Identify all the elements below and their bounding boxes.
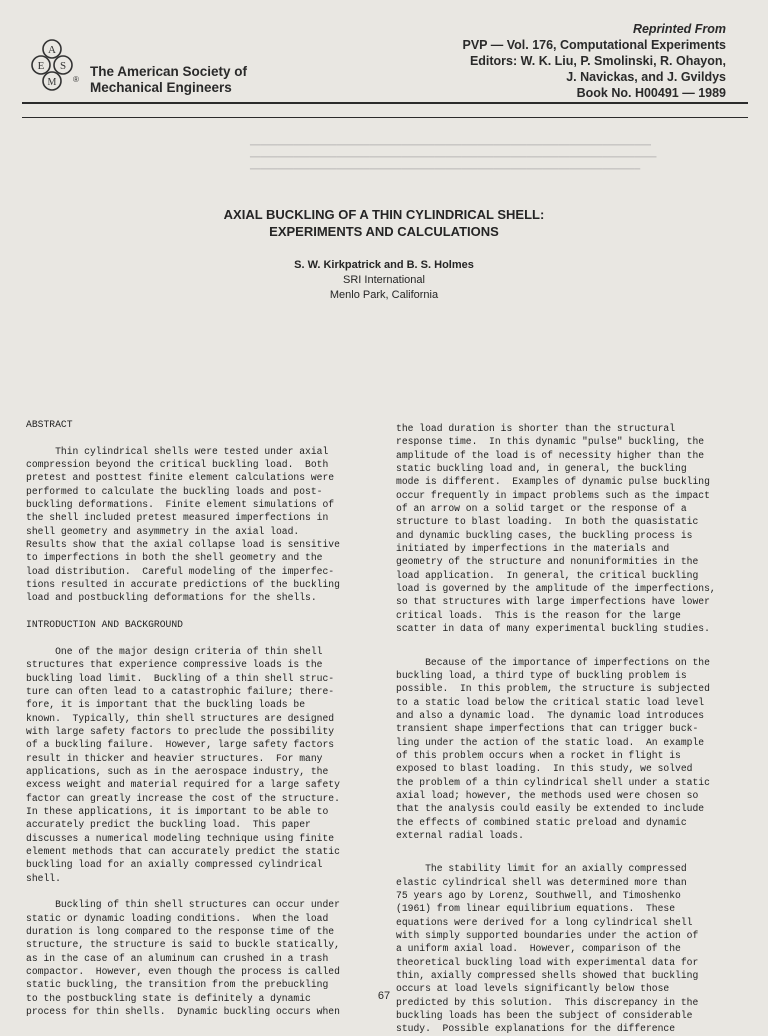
text-line: load is governed by the amplitude of the imperfections, <box>396 583 716 595</box>
logo-letter-m: M <box>47 77 57 88</box>
text-line: structure, the structure is said to buckle statically, <box>26 939 340 951</box>
text-line: Thin cylindrical shells were tested under axial <box>26 445 329 457</box>
page-number: 67 <box>377 990 391 1002</box>
text-line: structure to blast loading. In both the quasistatic <box>396 516 699 528</box>
header-rule-top <box>22 102 748 104</box>
text-line: pretest and posttest finite element calculations were <box>26 472 335 484</box>
text-line: buckling load limit. Buckling of a thin shell struc- <box>26 672 335 684</box>
spacer <box>26 605 368 618</box>
author-affiliation: SRI International <box>343 274 425 286</box>
text-line: the problem of a thin cylindrical shell under a static <box>396 776 710 788</box>
text-line: to a static load below the critical static load level <box>396 696 705 708</box>
society-line: Mechanical Engineers <box>90 80 232 95</box>
text-line: compactor. However, even though the process is called <box>26 966 340 978</box>
header-rule-bottom <box>22 117 748 118</box>
left-column <box>26 418 368 1018</box>
text-line: that the analysis could easily be extended to include <box>396 803 705 815</box>
publication-line: J. Navickas, and J. Gvildys <box>566 70 726 84</box>
text-line: to imperfections in both the shell geometry and the <box>26 552 323 564</box>
text-line: element methods that can accurately predict the static <box>26 846 340 857</box>
text-line: occur frequently in impact problems such as the impact <box>396 489 710 501</box>
text-line: performed to calculate the buckling loads and post- <box>26 485 323 497</box>
title-line: EXPERIMENTS AND CALCULATIONS <box>269 224 499 239</box>
logo-letter-s: S <box>59 60 67 72</box>
text-line: load distribution. Careful modeling of the imperfec- <box>26 565 335 577</box>
abstract-body <box>26 445 368 605</box>
text-line: load and postbuckling deformations for the shells. <box>26 592 317 604</box>
text-line: discusses a numerical modeling technique using finite <box>26 832 335 844</box>
publication-line: Editors: W. K. Liu, P. Smolinski, R. Ohayon, <box>469 54 726 68</box>
text-line: exposed to blast loading. In this study, we solved <box>396 763 693 775</box>
text-line: and also a dynamic load. The dynamic load introduces <box>396 709 705 721</box>
text-line: as in the case of an aluminum can crushed in a trash <box>26 952 329 964</box>
text-line: shell geometry and asymmetry in the axial load. <box>26 525 300 537</box>
abstract-heading: ABSTRACT <box>26 419 73 430</box>
right-column <box>396 422 738 1036</box>
text-line: external radial loads. <box>396 829 524 841</box>
right-paragraph-1 <box>396 422 738 636</box>
paper-title <box>0 206 768 240</box>
text-line: Buckling of thin shell structures can occur under <box>26 899 340 911</box>
text-line: so that structures with large imperfections have lower <box>396 596 710 608</box>
text-line: static buckling, the transition from the prebuckling <box>26 979 329 991</box>
reprinted-from-label: Reprinted From <box>632 22 726 36</box>
author-names: S. W. Kirkpatrick and B. S. Holmes <box>294 259 474 271</box>
text-line: buckling loads has been the subject of considerable <box>396 1010 693 1022</box>
text-line: static buckling load and, in general, the buckling <box>396 463 687 475</box>
spacer <box>396 842 738 862</box>
text-line: In these applications, it is important to be able to <box>26 805 329 817</box>
text-line: shell. <box>26 872 61 884</box>
text-line: scatter in data of many experimental buckling studies. <box>396 623 710 635</box>
society-line: The American Society of <box>90 64 248 79</box>
text-line: transient shape imperfections that can trigger buck- <box>396 723 699 735</box>
text-line: and dynamic buckling cases, the buckling process is <box>396 529 693 541</box>
society-name <box>90 64 247 96</box>
text-line: fore, it is important that the buckling loads be <box>26 699 306 711</box>
text-line: occurs at load levels significantly below those <box>396 983 670 995</box>
text-line: predicted by this solution. This discrepancy in the <box>396 996 699 1008</box>
right-paragraph-2 <box>396 656 738 843</box>
text-line: theoretical buckling load with experimental data for <box>396 956 699 968</box>
text-line: geometry of the structure and nonuniformities in the <box>396 556 699 568</box>
right-paragraph-3 <box>396 862 738 1035</box>
text-line: accurately predict the buckling load. This paper <box>26 819 311 831</box>
text-line: structures that experience compressive loads is the <box>26 659 323 671</box>
author-block <box>0 258 768 303</box>
text-line: to the postbuckling state is definitely a dynamic <box>26 992 311 1004</box>
spacer <box>396 636 738 656</box>
text-line: buckling load for an axially compressed cylindrical <box>26 859 323 871</box>
bleed-through-text: ━━━━━━━━━━━━━━━━━━━━━━━━━━━━━━━━━━━━━━━━━━━━━━━━━━━━━━━━━━━━━━━━━━━━━━━━━━ ━━━━━━━━━━━━━━━━━━━━━━━━━━━━━━━━━━━━━━━━━━━━━━━━━━━━━━━━━━━━━━━━━━━━━━━━━━━ ━━━━━━━━━━━━━━━━━━━━━━━━━━━━━━━━━━━━━━━━━━━━━━━━━━━━━━━━━━━━━━━━━━━━━━━━ <box>250 141 657 175</box>
text-line: of a buckling failure. However, large safety factors <box>26 739 335 751</box>
text-line: of this problem occurs when a rocket in flight is <box>396 749 681 761</box>
text-line: load application. In general, the critical buckling <box>396 569 699 581</box>
text-line: critical loads. This is the reason for the large <box>396 609 681 621</box>
text-line: process for thin shells. Dynamic buckling occurs when <box>26 1006 340 1018</box>
text-line: known. Typically, thin shell structures are designed <box>26 712 335 724</box>
text-line: the load duration is shorter than the structural <box>396 423 676 434</box>
text-line: buckling load, a third type of buckling problem is <box>396 669 687 681</box>
intro-heading: INTRODUCTION AND BACKGROUND <box>26 619 183 631</box>
text-line: One of the major design criteria of thin shell <box>26 645 323 657</box>
registered-mark: ® <box>73 75 79 84</box>
text-line: response time. In this dynamic "pulse" buckling, the <box>396 436 705 448</box>
text-line: compression beyond the critical buckling load. Both <box>26 459 329 471</box>
text-line: study. Possible explanations for the difference <box>396 1023 676 1035</box>
text-line: amplitude of the load is of necessity higher than the <box>396 449 705 461</box>
text-line: buckling deformations. Finite element simulations of <box>26 499 335 511</box>
intro-paragraph-1 <box>26 645 368 885</box>
asme-emblem-icon <box>30 36 88 100</box>
text-line: with simply supported boundaries under the action of <box>396 930 699 942</box>
publication-line: PVP — Vol. 176, Computational Experiments <box>462 38 726 52</box>
text-line: The stability limit for an axially compressed <box>396 863 687 875</box>
logo-letter-a: A <box>48 44 56 56</box>
text-line: (1961) from linear equilibrium equations. These <box>396 903 676 915</box>
text-line: 75 years ago by Lorenz, Southwell, and Timoshenko <box>396 890 681 901</box>
logo-letter-e: E <box>37 60 45 72</box>
asme-logo <box>30 36 88 100</box>
text-line: ling under the action of the static load. An example <box>396 736 705 748</box>
text-line: static or dynamic loading conditions. When the load <box>26 912 329 924</box>
text-line: factor can greatly increase the cost of the structure. <box>26 792 340 804</box>
text-line: the effects of combined static preload and dynamic <box>396 816 687 828</box>
text-line: initiated by imperfections in the materials and <box>396 543 670 555</box>
text-line: elastic cylindrical shell was determined more than <box>396 876 687 888</box>
text-line: of an arrow on a solid target or the response of a <box>396 503 687 515</box>
text-line: ture can often lead to a catastrophic failure; there- <box>26 685 335 697</box>
author-location: Menlo Park, California <box>329 289 439 301</box>
text-line: thin, axially compressed shells showed that buckling <box>396 970 699 982</box>
text-line: the shell included pretest measured imperfections in <box>26 512 329 524</box>
text-line: with large safety factors to preclude the possibility <box>26 725 335 737</box>
title-line: AXIAL BUCKLING OF A THIN CYLINDRICAL SHELL: <box>223 207 545 222</box>
text-line: tions resulted in accurate predictions of the buckling <box>26 579 340 591</box>
text-line: Because of the importance of imperfections on the <box>396 656 710 668</box>
publication-line: Book No. H00491 — 1989 <box>576 86 726 100</box>
text-line: a uniform axial load. However, comparison of the <box>396 943 681 955</box>
text-line: Results show that the axial collapse load is sensitive <box>26 539 340 551</box>
text-line: duration is long compared to the response time of the <box>26 926 335 938</box>
text-line: axial load; however, the methods used were chosen so <box>396 789 699 801</box>
text-line: equations were derived for a long cylindrical shell <box>396 916 693 928</box>
spacer <box>26 885 368 898</box>
text-line: excess weight and material required for a large safety <box>26 779 340 791</box>
text-line: mode is different. Examples of dynamic pulse buckling <box>396 476 710 488</box>
text-line: applications, such as in the aerospace industry, the <box>26 765 329 777</box>
reprint-info <box>306 21 726 101</box>
text-line: result in thicker and heavier structures. For many <box>26 752 323 764</box>
text-line: possible. In this problem, the structure is subjected <box>396 683 710 695</box>
